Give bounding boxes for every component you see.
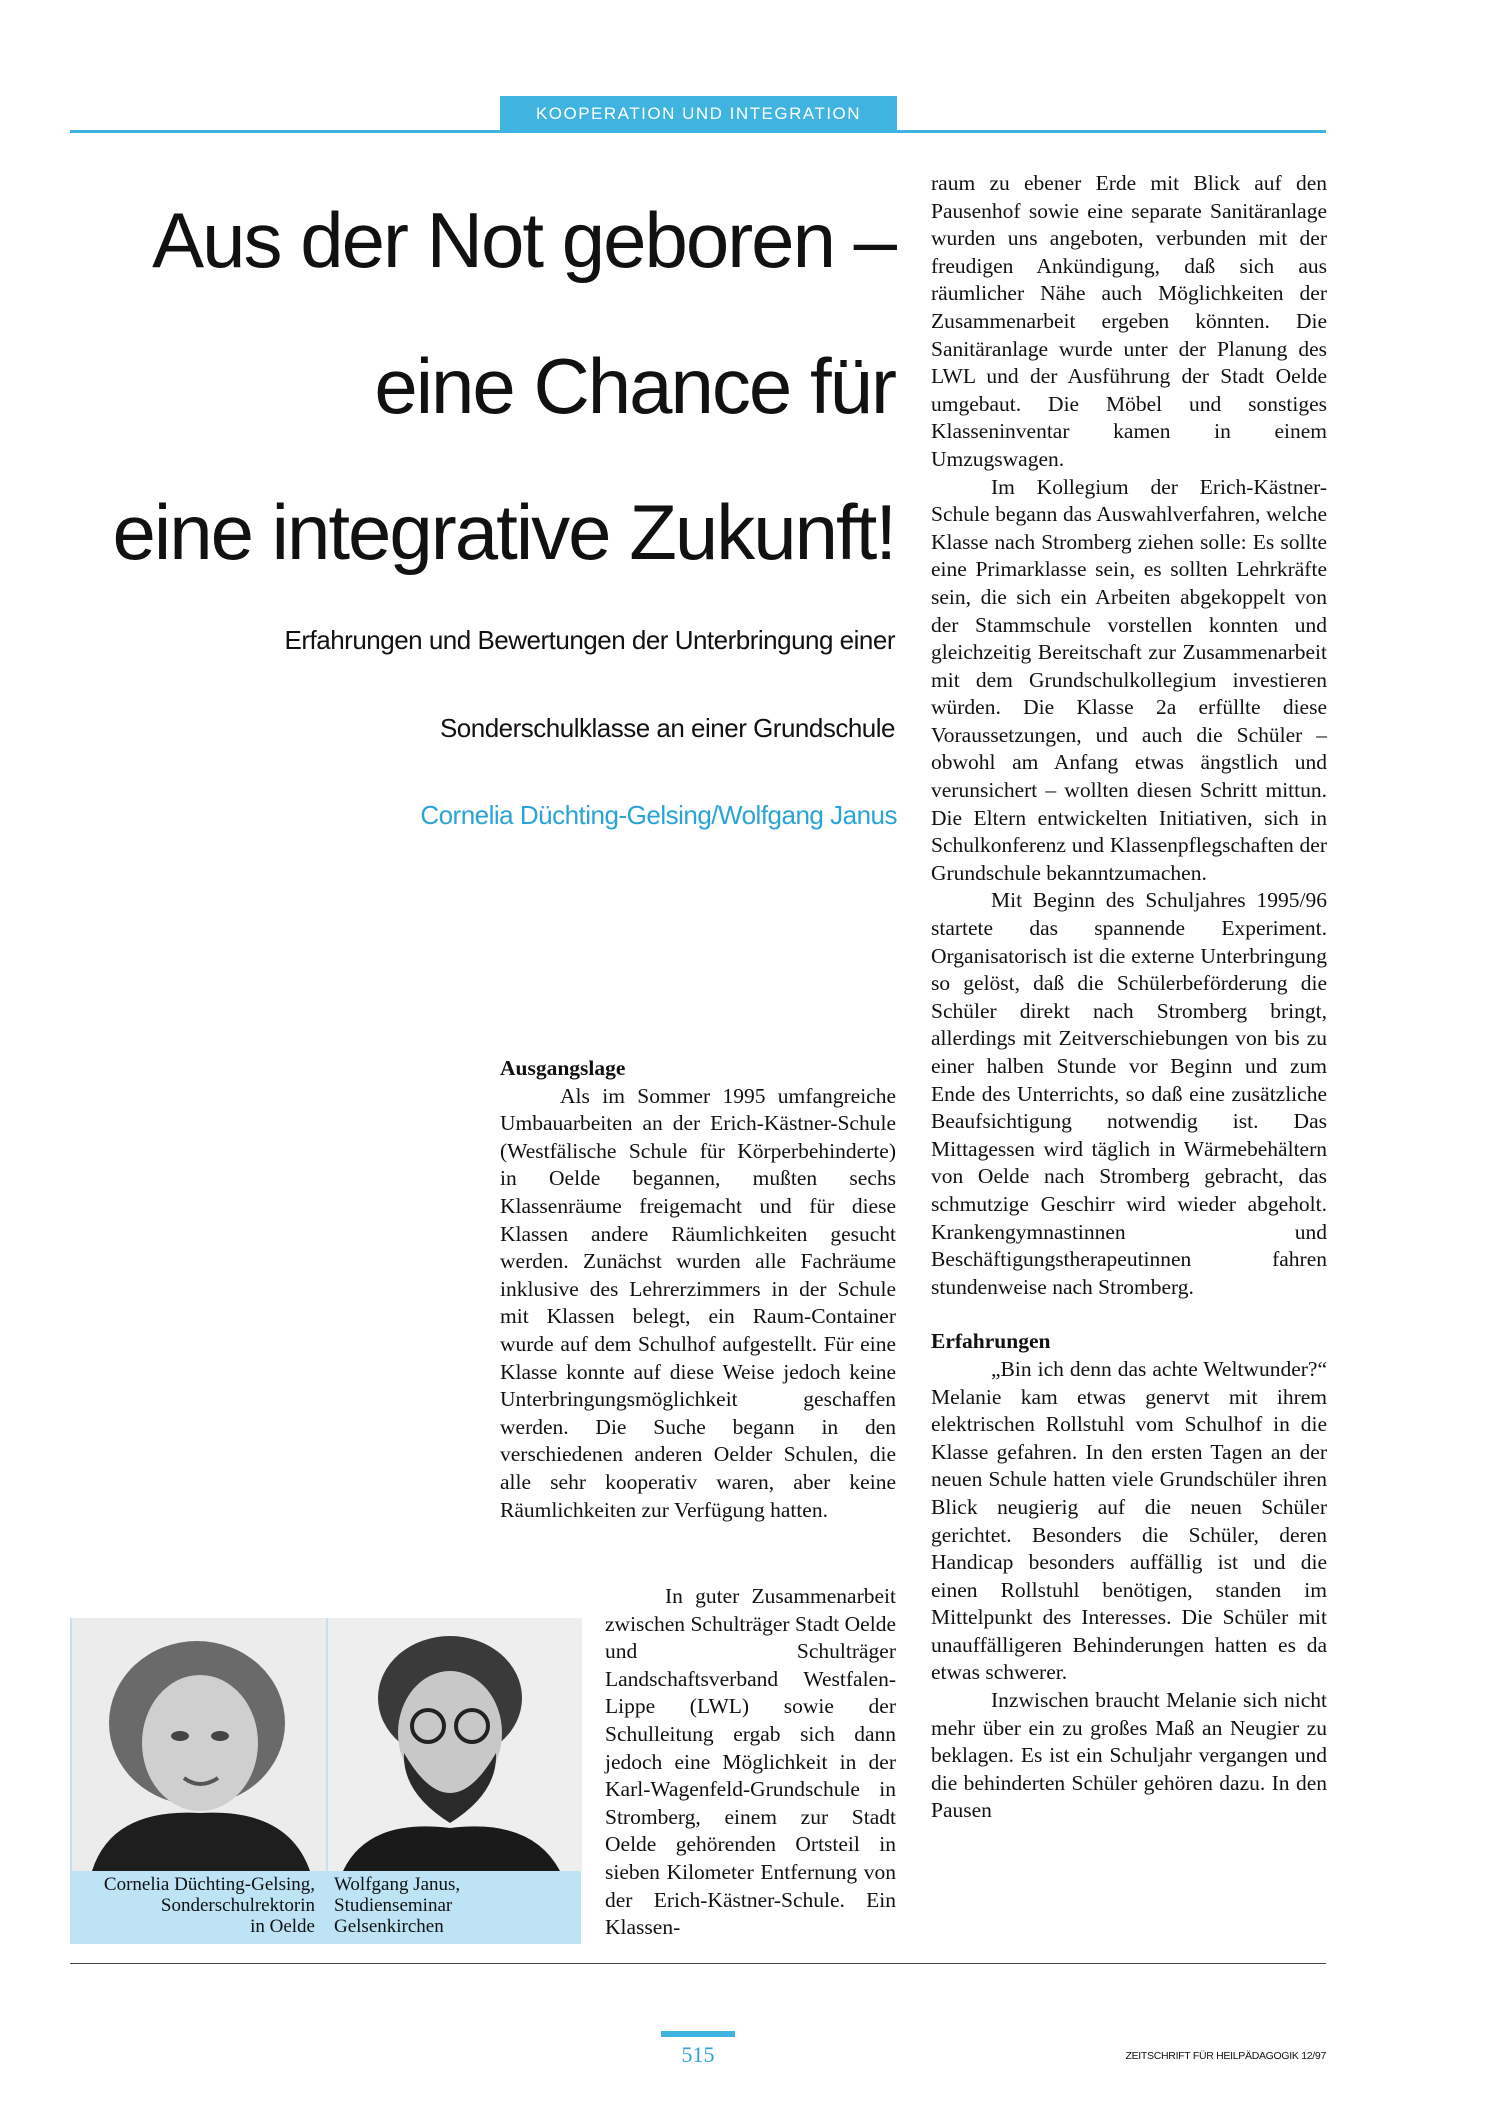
section-header <box>500 96 897 132</box>
caption-line: Sonderschulrektorin <box>160 1895 315 1916</box>
caption-line: Studienseminar <box>334 1895 453 1916</box>
caption-line: Gelsenkirchen <box>334 1916 444 1937</box>
portrait-woman-image <box>72 1618 326 1871</box>
section-heading-ausgangslage: Ausgangslage <box>500 1056 626 1080</box>
footer-rule <box>70 1963 1326 1964</box>
subtitle-line: Sonderschulklasse an einer Grundschule <box>439 713 895 743</box>
subtitle-line: Erfahrungen und Bewertungen der Unterbringung einer <box>284 625 895 655</box>
caption-line: Wolfgang Janus, <box>334 1874 461 1895</box>
section-header-label: KOOPERATION UND INTEGRATION <box>535 104 862 123</box>
title-line: eine integrative Zukunft! <box>112 488 895 576</box>
text-column-middle-top <box>500 1055 896 1524</box>
portrait-man-image <box>328 1618 582 1871</box>
photo-caption-left <box>70 1874 315 1937</box>
text-column-right <box>931 170 1327 1825</box>
page-number-bar <box>661 2031 735 2037</box>
paragraph: raum zu ebener Erde mit Blick auf den Pausenhof sowie eine separate Sanitäranlage wurden uns angeboten, verbunden mit der freudigen Ankündigung, daß sich aus räumlicher Nähe auch Möglichkeiten der Zusammenarbeit ergeben könnten. Die Sanitäranlage wurde unter der Planung des LWL und der Ausführung der Stadt Oelde umgebaut. Die Möbel und sonstiges Klasseninventar kamen in einem Umzugswagen. <box>931 171 1327 471</box>
article-title <box>60 190 895 628</box>
journal-name: ZEITSCHRIFT FÜR HEILPÄDAGOGIK 12/97 <box>1125 2050 1326 2062</box>
section-heading-erfahrungen: Erfahrungen <box>931 1329 1051 1354</box>
page-number: 515 <box>681 2042 715 2067</box>
caption-line: Cornelia Düchting-Gelsing, <box>103 1874 315 1895</box>
caption-line: in Oelde <box>250 1916 315 1937</box>
author-photo-right <box>328 1618 582 1871</box>
paragraph: In guter Zusammenarbeit zwischen Schulträger Stadt Oelde und Schulträger Landschaftsverband Westfalen-Lippe (LWL) sowie der Schulleitung ergab sich dann jedoch eine Möglichkeit in der Karl-Wagenfeld-Grundschule in Stromberg, einem zur Stadt Oelde gehörenden Ortsteil in sieben Kilometer Entfernung von der Erich-Kästner-Schule. Ein Klassen- <box>605 1584 896 1940</box>
author-photo-left <box>72 1618 326 1871</box>
photo-caption-right <box>334 1874 574 1937</box>
article-subtitle <box>120 620 895 796</box>
paragraph: Mit Beginn des Schuljahres 1995/96 startete das spannende Experiment. Organisatorisch ist die externe Unterbringung so gelöst, daß die Schülerbeförderung die Schüler direkt nach Stromberg bringt, allerdings mit Zeitverschiebungen von bis zu einer halben Stunde vor Beginn und zum Ende des Unterrichts, so daß eine zusätzliche Beaufsichtigung notwendig ist. Das Mittagessen wird täglich in Wärmebehältern von Oelde nach Stromberg gebracht, das schmutzige Geschirr wird wieder abgeholt. Krankengymnastinnen und Beschäftigungstherapeutinnen fahren stundenweise nach Stromberg. <box>931 888 1327 1299</box>
author-photos <box>70 1618 581 1944</box>
paragraph: Als im Sommer 1995 umfangreiche Umbauarbeiten an der Erich-Kästner-Schule (Westfälische Schule für Körperbehinderte) in Oelde begannen, mußten sechs Klassenräume freigemacht und für diese Klassen andere Räumlichkeiten gesucht werden. Zunächst wurden alle Fachräume inklusive des Lehrerzimmers in der Schule mit Klassen belegt, ein Raum-Container wurde auf dem Schulhof aufgestellt. Für eine Klasse konnte auf diese Weise jedoch keine Unterbringungsmöglichkeit geschaffen werden. Die Suche begann in den verschiedenen anderen Oelder Schulen, die alle sehr kooperativ waren, aber keine Räumlichkeiten zur Verfügung hatten. <box>500 1083 896 1522</box>
title-line: eine Chance für <box>374 342 895 430</box>
text-column-middle-bottom <box>605 1583 896 1942</box>
article-authors: Cornelia Düchting-Gelsing/Wolfgang Janus <box>420 800 897 830</box>
paragraph: „Bin ich denn das achte Weltwunder?“ Melanie kam etwas genervt mit ihrem elektrischen Rollstuhl vom Schulhof in die Klasse gefahren. In den ersten Tagen an der neuen Schule hatten viele Grundschüler ihren Blick neugierig auf die neuen Schüler gerichtet. Besonders die Schüler, deren Handicap besonders auffällig ist und die einen Rollstuhl benötigen, standen im Mittelpunkt des Interesses. Die Schüler mit unauffälligeren Behinderungen hatten es da etwas schwerer. <box>931 1356 1327 1685</box>
header-rule <box>70 130 1326 133</box>
paragraph: Im Kollegium der Erich-Kästner-Schule begann das Auswahlverfahren, welche Klasse nach Stromberg ziehen solle: Es sollte eine Primarklasse sein, es sollten Lehrkräfte sein, die sich ein Arbeiten abgekoppelt von der Stammschule vorstellen konnten und gleichzeitig Bereitschaft zur Zusammenarbeit mit dem Grundschulkollegium investieren würden. Die Klasse 2a erfüllte diese Voraussetzungen, und auch die Schüler – obwohl am Anfang etwas ängstlich und verunsichert – wollten diesen Schritt mittun. Die Eltern entwickelten Initiativen, sich in Schulkonferenz und Klassenpflegschaften der Grundschule bekanntzumachen. <box>931 474 1327 885</box>
paragraph: Inzwischen braucht Melanie sich nicht mehr über ein zu großes Maß an Neugier zu beklagen. Es ist ein Schuljahr vergangen und die behinderten Schüler gehören dazu. In den Pausen <box>931 1688 1327 1823</box>
title-line: Aus der Not geboren – <box>152 196 895 284</box>
